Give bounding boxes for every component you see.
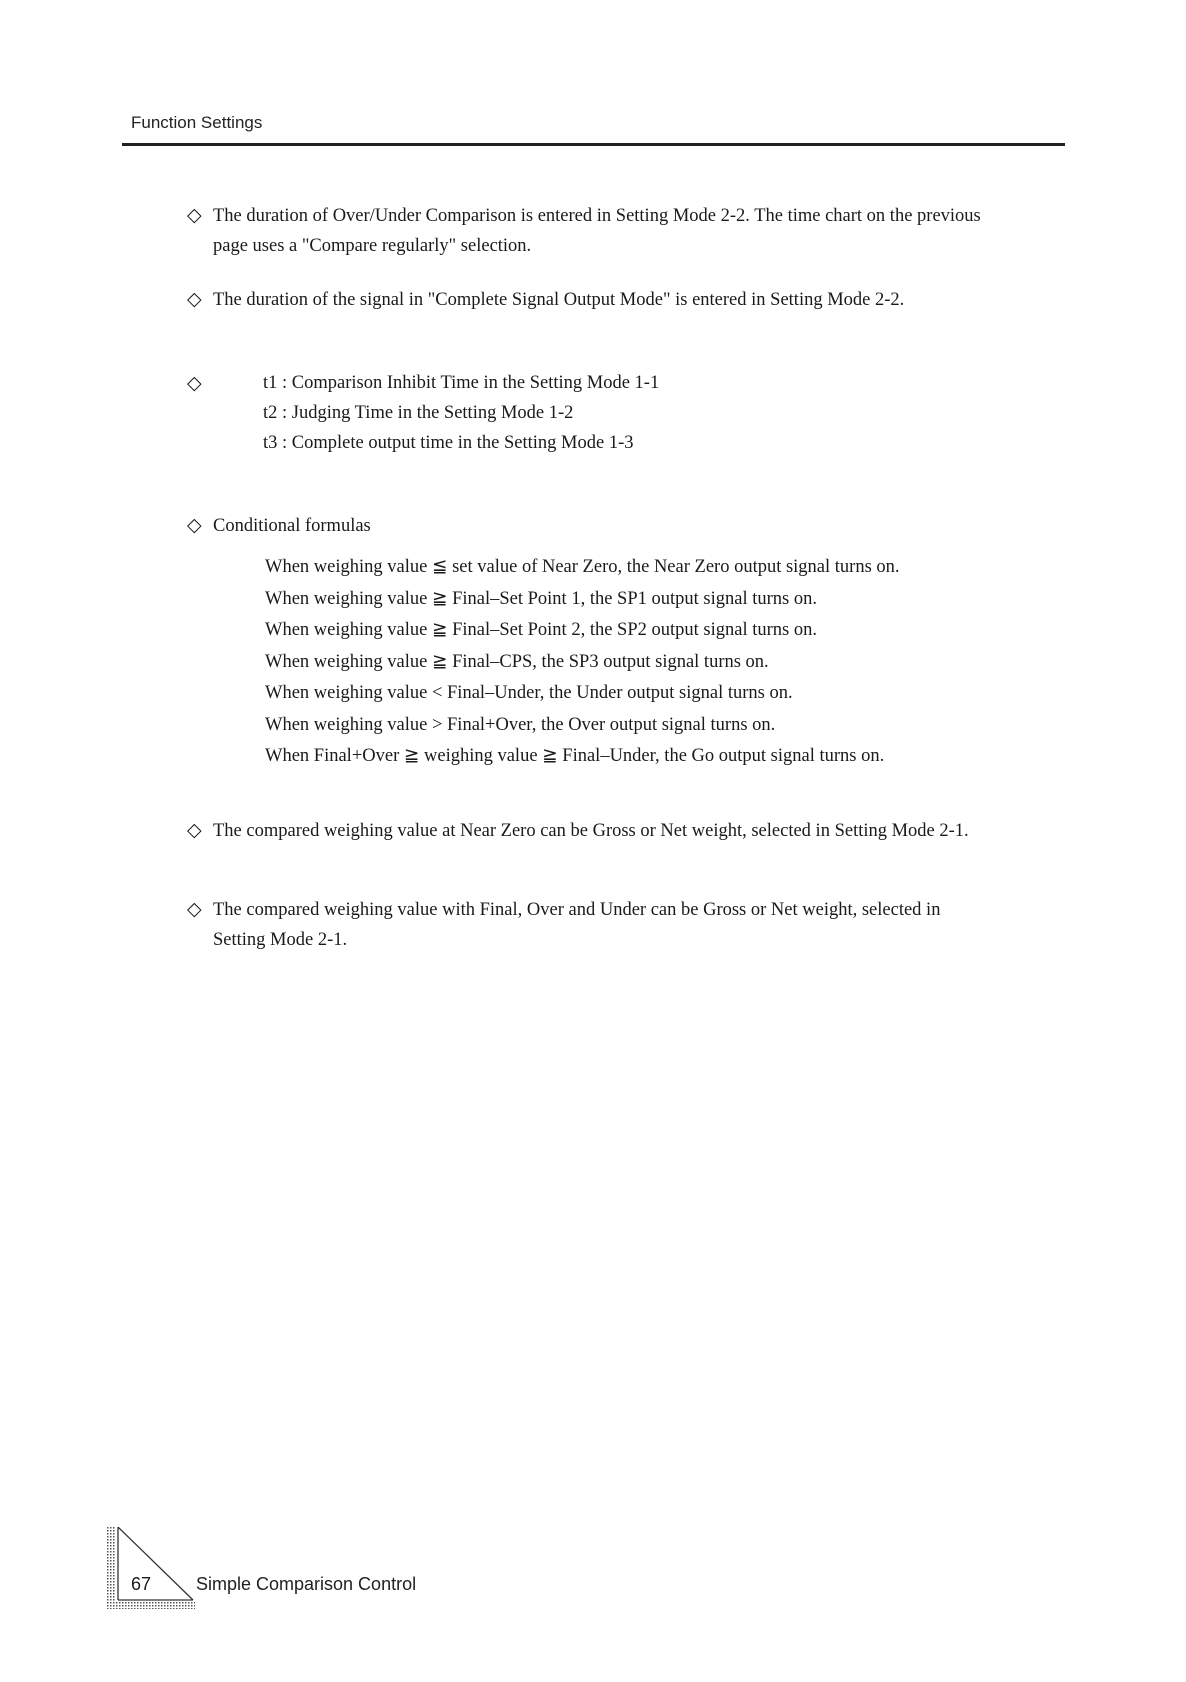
page-header-title: Function Settings: [131, 113, 263, 132]
header-rule: [122, 143, 1065, 146]
paragraph-line: Setting Mode 2-1.: [213, 930, 348, 950]
conditional-formulas-heading: [187, 510, 1073, 541]
list-item: t3 : Complete output time in the Setting Mode 1-3: [263, 433, 634, 453]
page-number: 67: [131, 1574, 152, 1594]
paragraph-over-under-duration: [187, 200, 1073, 261]
diamond-bullet-icon: ◇: [187, 372, 202, 394]
paragraph-line: The duration of Over/Under Comparison is entered in Setting Mode 2-2. The time chart on the previous: [213, 206, 981, 226]
diamond-bullet-icon: ◇: [187, 514, 202, 536]
paragraph-line: page uses a "Compare regularly" selection.: [213, 236, 532, 256]
list-item: When weighing value < Final–Under, the Under output signal turns on.: [265, 683, 793, 703]
list-item: When weighing value ≧ Final–Set Point 2, the SP2 output signal turns on.: [265, 620, 817, 640]
paragraph-line: The compared weighing value at Near Zero can be Gross or Net weight, selected in Setting Mode 2-1.: [213, 821, 969, 841]
diamond-bullet-icon: ◇: [187, 898, 202, 920]
list-item: When weighing value > Final+Over, the Over output signal turns on.: [265, 714, 776, 735]
list-item: When weighing value ≦ set value of Near Zero, the Near Zero output signal turns on.: [265, 557, 900, 577]
paragraph-near-zero-compare: [187, 815, 1073, 846]
heading-text: Conditional formulas: [213, 516, 371, 536]
list-item: When weighing value ≧ Final–CPS, the SP3 output signal turns on.: [265, 651, 769, 672]
list-item: t1 : Comparison Inhibit Time in the Setting Mode 1-1: [263, 373, 660, 393]
diamond-bullet-icon: ◇: [187, 204, 202, 226]
list-item: When Final+Over ≧ weighing value ≧ Final–Under, the Go output signal turns on.: [265, 746, 885, 766]
paragraph-final-compare: [187, 894, 1073, 955]
list-item: t2 : Judging Time in the Setting Mode 1-2: [263, 403, 574, 423]
paragraph-complete-signal-duration: [187, 284, 1073, 315]
paragraph-line: The duration of the signal in "Complete Signal Output Mode" is entered in Setting Mode 2-2.: [213, 290, 905, 310]
paragraph-line: The compared weighing value with Final, Over and Under can be Gross or Net weight, selected in: [213, 900, 941, 920]
time-definitions-list: [263, 368, 659, 458]
footer-section-title: Simple Comparison Control: [196, 1574, 417, 1594]
diamond-bullet-icon: ◇: [187, 288, 202, 310]
footer-triangle-icon: [107, 1527, 207, 1609]
formula-list: [265, 552, 900, 773]
list-item: When weighing value ≧ Final–Set Point 1, the SP1 output signal turns on.: [265, 588, 817, 609]
diamond-bullet-icon: ◇: [187, 819, 202, 841]
